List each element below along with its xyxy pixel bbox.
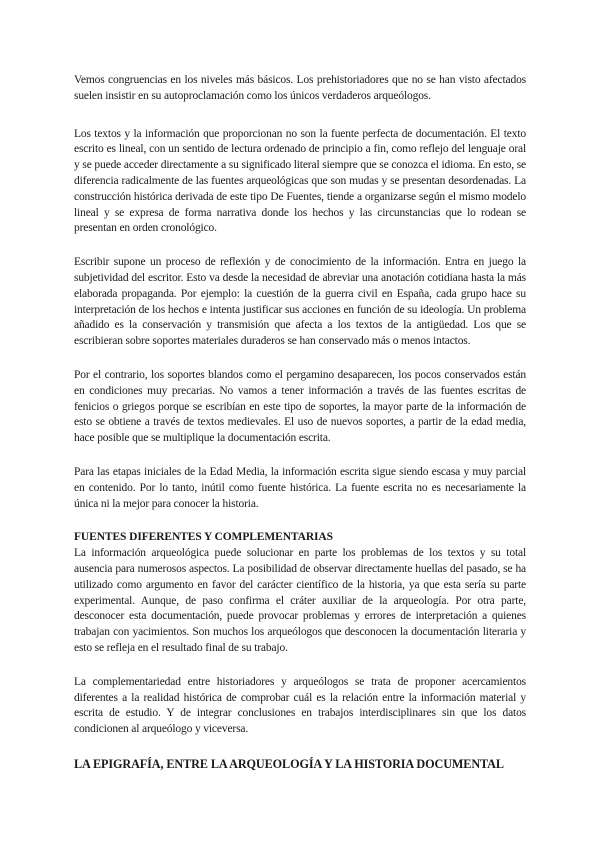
section-heading: LA EPIGRAFÍA, ENTRE LA ARQUEOLOGÍA Y LA HISTORIA DOCUMENTAL xyxy=(74,756,504,771)
page-content xyxy=(74,73,526,772)
paragraph: Escribir supone un proceso de reflexión y de conocimiento de la información. Entra en juego la subjetividad del escritor. Esto va desde la necesidad de abreviar una anotación cotidiana hasta la más elaborada propaganda. Por ejemplo: la cuestión de la guerra civil en España, cada grupo hace su interpretación de los hechos e intenta justificar sus acciones en función de su ideología. Un problema añadido es la conservación y transmisión que afecta a los textos de la antigüedad. Los que se escribieran sobre soportes materiales duraderos se han conservado más o menos intactos. xyxy=(74,256,526,348)
paragraph: La complementariedad entre historiadores y arqueólogos se trata de proponer acercamientos diferentes a la realidad histórica de comprobar cuál es la relación entre la información material y escrita de estudio. Y de integrar conclusiones en trabajos interdisciplinares sin que los datos condicionen al arqueólogo y viceversa. xyxy=(74,675,526,736)
paragraph: La información arqueológica puede solucionar en parte los problemas de los textos y su total ausencia para numerosos aspectos. La posibilidad de observar directamente huellas del pasado, se ha utilizado como argumento en favor del carácter científico de la historia, ya que esta sería su parte experimental. Aunque, de paso confirma el cráter auxiliar de la arqueología. Por otra parte, desconocer esta documentación, puede provocar problemas y errores de interpretación a quienes trabajan con yacimientos. Son muchos los arqueólogos que desconocen la documentación literaria y esto se refleja en el resultado final de su trabajo. xyxy=(74,547,526,654)
paragraph: Los textos y la información que proporcionan no son la fuente perfecta de documentación. El texto escrito es lineal, con un sentido de lectura ordenado de principio a fin, como reflejo del lenguaje oral y se puede acceder directamente a su significado literal siempre que se conozca el idioma. En esto, se diferencia radicalmente de las fuentes arqueológicas que son mudas y se presentan desordenadas. La construcción histórica derivada de este tipo De Fuentes, tiende a organizarse según el mismo modelo lineal y se expresa de forma narrativa donde los hechos y las circunstancias que lo rodean se presentan en orden cronológico. xyxy=(74,127,526,235)
paragraph: Por el contrario, los soportes blandos como el pergamino desaparecen, los pocos conservados están en condiciones muy precarias. No vamos a tener información a través de las fuentes escritas de fenicios o griegos porque se escribían en este tipo de soportes, la mayor parte de la información de esto se obtiene a través de textos medievales. El uso de nuevos soportes, a partir de la edad media, hace posible que se multiplique la documentación escrita. xyxy=(74,368,526,445)
paragraph: Para las etapas iniciales de la Edad Media, la información escrita sigue siendo escasa y muy parcial en contenido. Por lo tanto, inútil como fuente histórica. La fuente escrita no es necesariamente la única ni la mejor para conocer la historia. xyxy=(74,465,526,510)
paragraph: Vemos congruencias en los niveles más básicos. Los prehistoriadores que no se han visto afectados suelen insistir en su autoproclamación como los únicos verdaderos arqueólogos. xyxy=(74,74,526,102)
section-heading: FUENTES DIFERENTES Y COMPLEMENTARIAS xyxy=(74,531,333,544)
